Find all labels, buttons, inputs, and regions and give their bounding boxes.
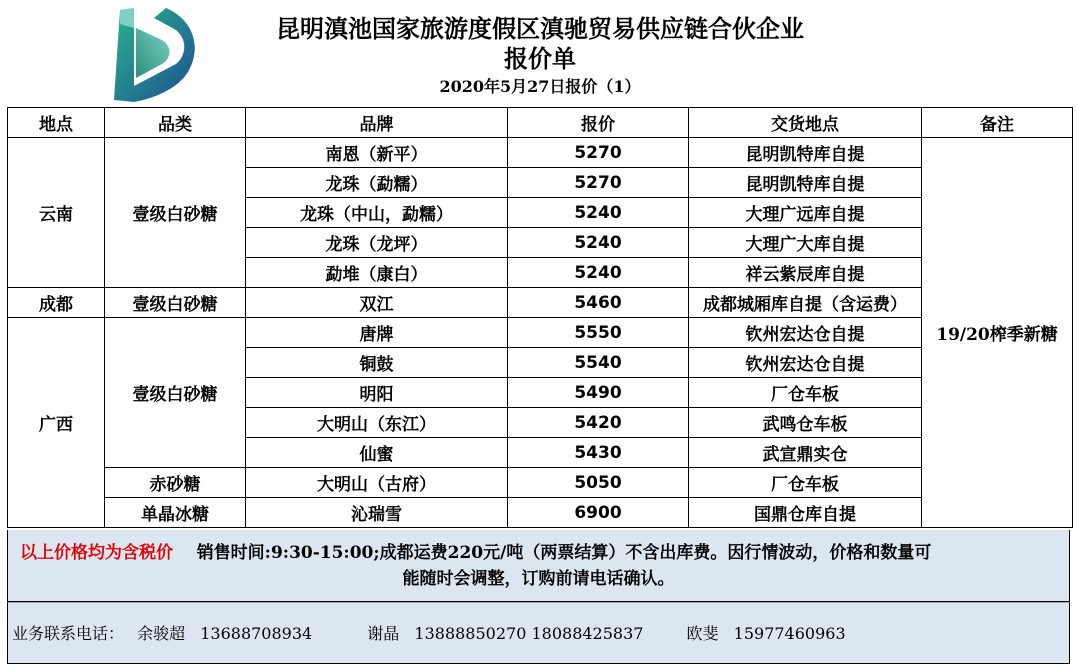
quote-date: 2020年5月27日报价（1） — [439, 77, 641, 96]
location-cell: 广西 — [8, 318, 105, 528]
table-row — [8, 468, 1073, 498]
header-location: 地点 — [8, 108, 105, 138]
brand-cell: 勐堆（康白） — [246, 258, 508, 288]
company-title: 昆明滇池国家旅游度假区滇驰贸易供应链合伙企业 — [276, 14, 804, 43]
contact-bar — [7, 602, 1070, 664]
brand-cell: 南恩（新平） — [246, 138, 508, 168]
brand-cell: 明阳 — [246, 378, 508, 408]
delivery-cell: 大理广远库自提 — [689, 198, 922, 228]
price-cell: 6900 — [508, 498, 689, 528]
contact-name: 余骏超 — [137, 624, 186, 643]
brand-cell: 龙珠（龙坪） — [246, 228, 508, 258]
location-cell: 云南 — [8, 138, 105, 288]
brand-cell: 大明山（东江） — [246, 408, 508, 438]
category-cell: 壹级白砂糖 — [105, 288, 246, 318]
delivery-cell: 成都城厢库自提（含运费） — [689, 288, 922, 318]
price-cell: 5460 — [508, 288, 689, 318]
header-delivery: 交货地点 — [689, 108, 922, 138]
price-cell: 5540 — [508, 348, 689, 378]
category-cell: 单晶冰糖 — [105, 498, 246, 528]
brand-cell: 双江 — [246, 288, 508, 318]
header-brand: 品牌 — [246, 108, 508, 138]
delivery-cell: 昆明凯特库自提 — [689, 138, 922, 168]
price-cell: 5050 — [508, 468, 689, 498]
brand-cell: 大明山（古府） — [246, 468, 508, 498]
tax-note: 以上价格均为含税价 — [20, 543, 173, 563]
table-row — [8, 288, 1073, 318]
header-price: 报价 — [508, 108, 689, 138]
contact-label: 业务联系电话： — [12, 624, 125, 643]
delivery-cell: 大理广大库自提 — [689, 228, 922, 258]
price-cell: 5430 — [508, 438, 689, 468]
header-category: 品类 — [105, 108, 246, 138]
price-cell: 5240 — [508, 258, 689, 288]
price-table — [7, 107, 1073, 528]
price-cell: 5270 — [508, 168, 689, 198]
delivery-cell: 钦州宏达仓自提 — [689, 318, 922, 348]
table-row — [8, 498, 1073, 528]
brand-cell: 沁瑞雪 — [246, 498, 508, 528]
delivery-cell: 武宣鼎实仓 — [689, 438, 922, 468]
price-cell: 5550 — [508, 318, 689, 348]
table-header-row — [8, 108, 1073, 138]
delivery-cell: 国鼎仓库自提 — [689, 498, 922, 528]
table-row — [8, 138, 1073, 168]
brand-cell: 龙珠（勐糯） — [246, 168, 508, 198]
price-cell: 5420 — [508, 408, 689, 438]
category-cell: 壹级白砂糖 — [105, 138, 246, 288]
delivery-cell: 厂仓车板 — [689, 468, 922, 498]
category-cell: 壹级白砂糖 — [105, 318, 246, 468]
contact-name: 欧斐 — [686, 624, 719, 643]
footer-note — [7, 530, 1070, 602]
sales-note-line1: 销售时间:9:30-15:00;成都运费220元/吨（两票结算）不含出库费。因行情波动，价格和数量可 — [196, 543, 932, 563]
header-remark: 备注 — [922, 108, 1073, 138]
sales-note-line2: 能随时会调整，订购前请电话确认。 — [402, 569, 675, 589]
brand-cell: 唐牌 — [246, 318, 508, 348]
brand-cell: 铜鼓 — [246, 348, 508, 378]
price-cell: 5270 — [508, 138, 689, 168]
price-cell: 5240 — [508, 228, 689, 258]
contact-phone: 13888850270 18088425837 — [414, 624, 644, 643]
price-cell: 5240 — [508, 198, 689, 228]
category-cell: 赤砂糖 — [105, 468, 246, 498]
delivery-cell: 厂仓车板 — [689, 378, 922, 408]
contact-phone: 13688708934 — [200, 624, 313, 643]
document-title: 报价单 — [504, 44, 576, 73]
price-cell: 5490 — [508, 378, 689, 408]
delivery-cell: 武鸣仓车板 — [689, 408, 922, 438]
remark-cell: 19/20榨季新糖 — [922, 138, 1073, 528]
delivery-cell: 昆明凯特库自提 — [689, 168, 922, 198]
table-row — [8, 318, 1073, 348]
brand-cell: 龙珠（中山，勐糯） — [246, 198, 508, 228]
brand-cell: 仙蜜 — [246, 438, 508, 468]
title-block — [160, 14, 920, 98]
delivery-cell: 祥云紫辰库自提 — [689, 258, 922, 288]
location-cell: 成都 — [8, 288, 105, 318]
contact-name: 谢晶 — [367, 624, 400, 643]
contact-phone: 15977460963 — [733, 624, 846, 643]
delivery-cell: 钦州宏达仓自提 — [689, 348, 922, 378]
